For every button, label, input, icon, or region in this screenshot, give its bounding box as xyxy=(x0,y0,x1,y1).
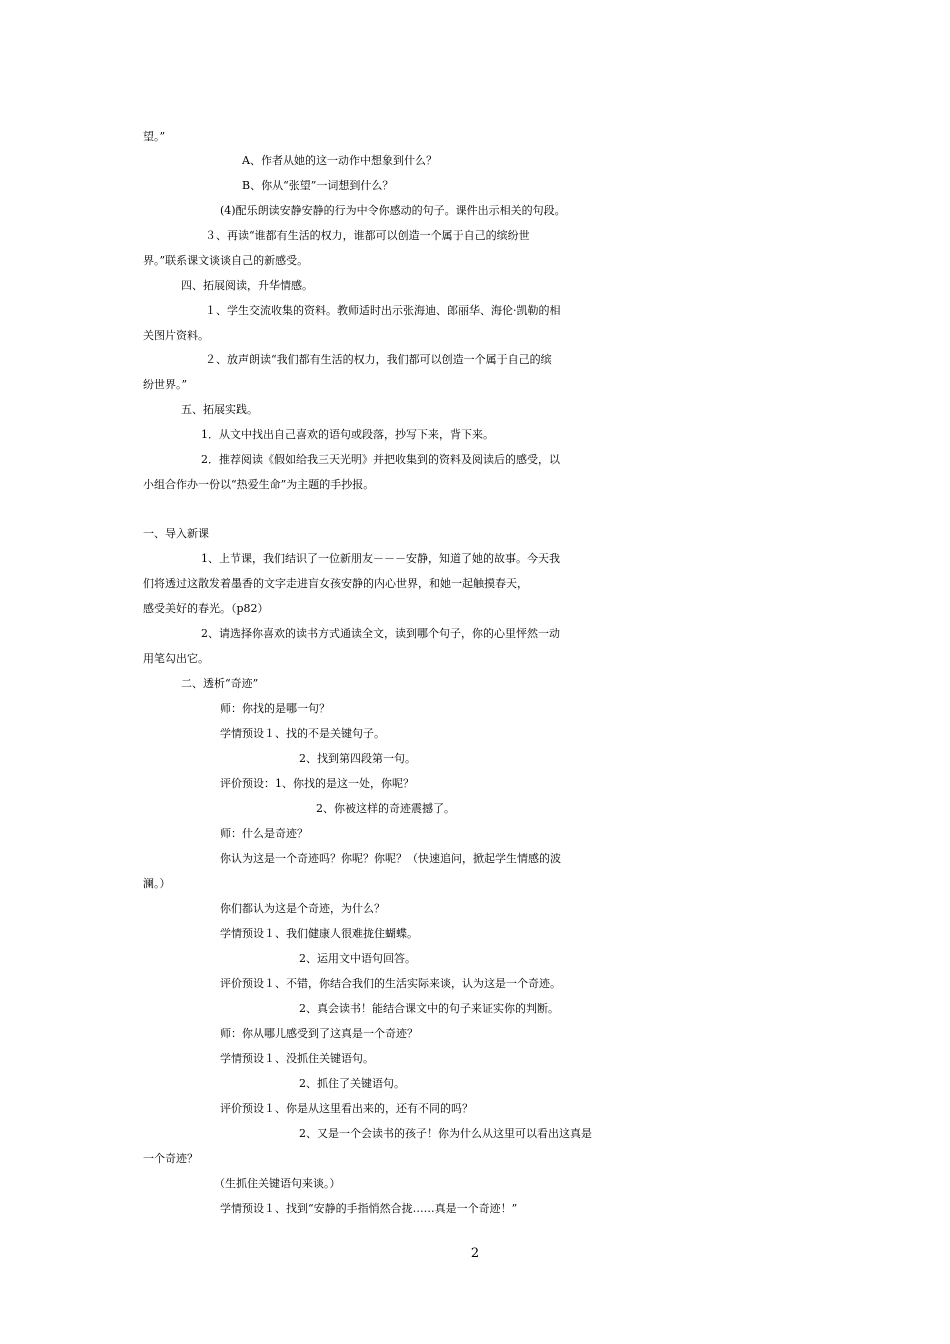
text-line: 1．从文中找出自己喜欢的语句或段落，抄写下来，背下来。 xyxy=(201,428,494,441)
text-line: 望。” xyxy=(143,130,166,143)
text-line: 界。”联系课文谈谈自己的新感受。 xyxy=(143,254,309,267)
text-line: 感受美好的春光。（p82） xyxy=(143,602,269,615)
text-line: 你认为这是一个奇迹吗？你呢？你呢？（快速追问，掀起学生情感的波 xyxy=(220,852,561,865)
text-line: (4)配乐朗读安静安静的行为中令你感动的句子。课件出示相关的句段。 xyxy=(220,204,566,217)
text-line: 评价预设１、你是从这里看出来的，还有不同的吗？ xyxy=(220,1102,473,1115)
text-line: 澜。） xyxy=(143,877,171,890)
section-heading: 二、透析“奇迹” xyxy=(181,677,259,690)
text-line: １、学生交流收集的资料。教师适时出示张海迪、郎丽华、海伦·凯勒的相 xyxy=(205,304,561,317)
page-number: 2 xyxy=(470,1246,480,1261)
text-line: 2、真会读书！能结合课文中的句子来证实你的判断。 xyxy=(299,1002,559,1015)
text-line: 2、抓住了关键语句。 xyxy=(299,1077,405,1090)
text-line: 纷世界。” xyxy=(143,378,188,391)
text-line: 们将透过这散发着墨香的文字走进盲女孩安静的内心世界，和她一起触摸春天， xyxy=(143,577,528,590)
text-line: 2、你被这样的奇迹震撼了。 xyxy=(316,802,455,815)
text-line: 师：什么是奇迹？ xyxy=(220,827,308,840)
text-line: 你们都认为这是个奇迹，为什么？ xyxy=(220,902,385,915)
text-line: 2、运用文中语句回答。 xyxy=(299,952,416,965)
text-line: B、你从“张望”一词想到什么？ xyxy=(242,179,394,192)
text-line: 评价预设：1、你找的是这一处，你呢？ xyxy=(220,777,414,790)
text-line: 2．推荐阅读《假如给我三天光明》并把收集到的资料及阅读后的感受，以 xyxy=(201,453,560,466)
text-line: 学情预设１、找到“安静的手指悄然合拢……真是一个奇迹！” xyxy=(220,1202,518,1215)
section-heading: 四、拓展阅读，升华情感。 xyxy=(181,279,313,292)
text-line: （生抓住关键语句来谈。） xyxy=(214,1177,341,1190)
text-line: 用笔勾出它。 xyxy=(143,652,209,665)
text-line: 评价预设１、不错，你结合我们的生活实际来谈，认为这是一个奇迹。 xyxy=(220,977,561,990)
section-heading: 一、导入新课 xyxy=(143,527,209,540)
text-line: ２、放声朗读“我们都有生活的权力，我们都可以创造一个属于自己的缤 xyxy=(205,353,552,366)
text-line: 学情预设１、我们健康人很难拢住蝴蝶。 xyxy=(220,927,418,940)
text-line: 师：你从哪儿感受到了这真是一个奇迹？ xyxy=(220,1027,418,1040)
text-line: 2、请选择你喜欢的读书方式通读全文，读到哪个句子，你的心里怦然一动 xyxy=(201,627,560,640)
text-line: A、作者从她的这一动作中想象到什么？ xyxy=(242,154,437,167)
section-heading: 五、拓展实践。 xyxy=(181,403,258,416)
text-line: 学情预设１、找的不是关键句子。 xyxy=(220,727,385,740)
text-line: 2、又是一个会读书的孩子！你为什么从这里可以看出这真是 xyxy=(299,1127,592,1140)
text-line: 一个奇迹？ xyxy=(143,1152,198,1165)
text-line: 师：你找的是哪一句？ xyxy=(220,702,330,715)
text-line: 学情预设１、没抓住关键语句。 xyxy=(220,1052,374,1065)
text-line: 小组合作办一份以“热爱生命”为主题的手抄报。 xyxy=(143,478,375,491)
text-line: ３、再读“谁都有生活的权力，谁都可以创造一个属于自己的缤纷世 xyxy=(205,229,530,242)
text-line: 1、上节课，我们结识了一位新朋友－－－安静，知道了她的故事。今天我 xyxy=(201,552,560,565)
text-line: 关图片资料。 xyxy=(143,329,209,342)
text-line: 2、找到第四段第一句。 xyxy=(299,752,416,765)
